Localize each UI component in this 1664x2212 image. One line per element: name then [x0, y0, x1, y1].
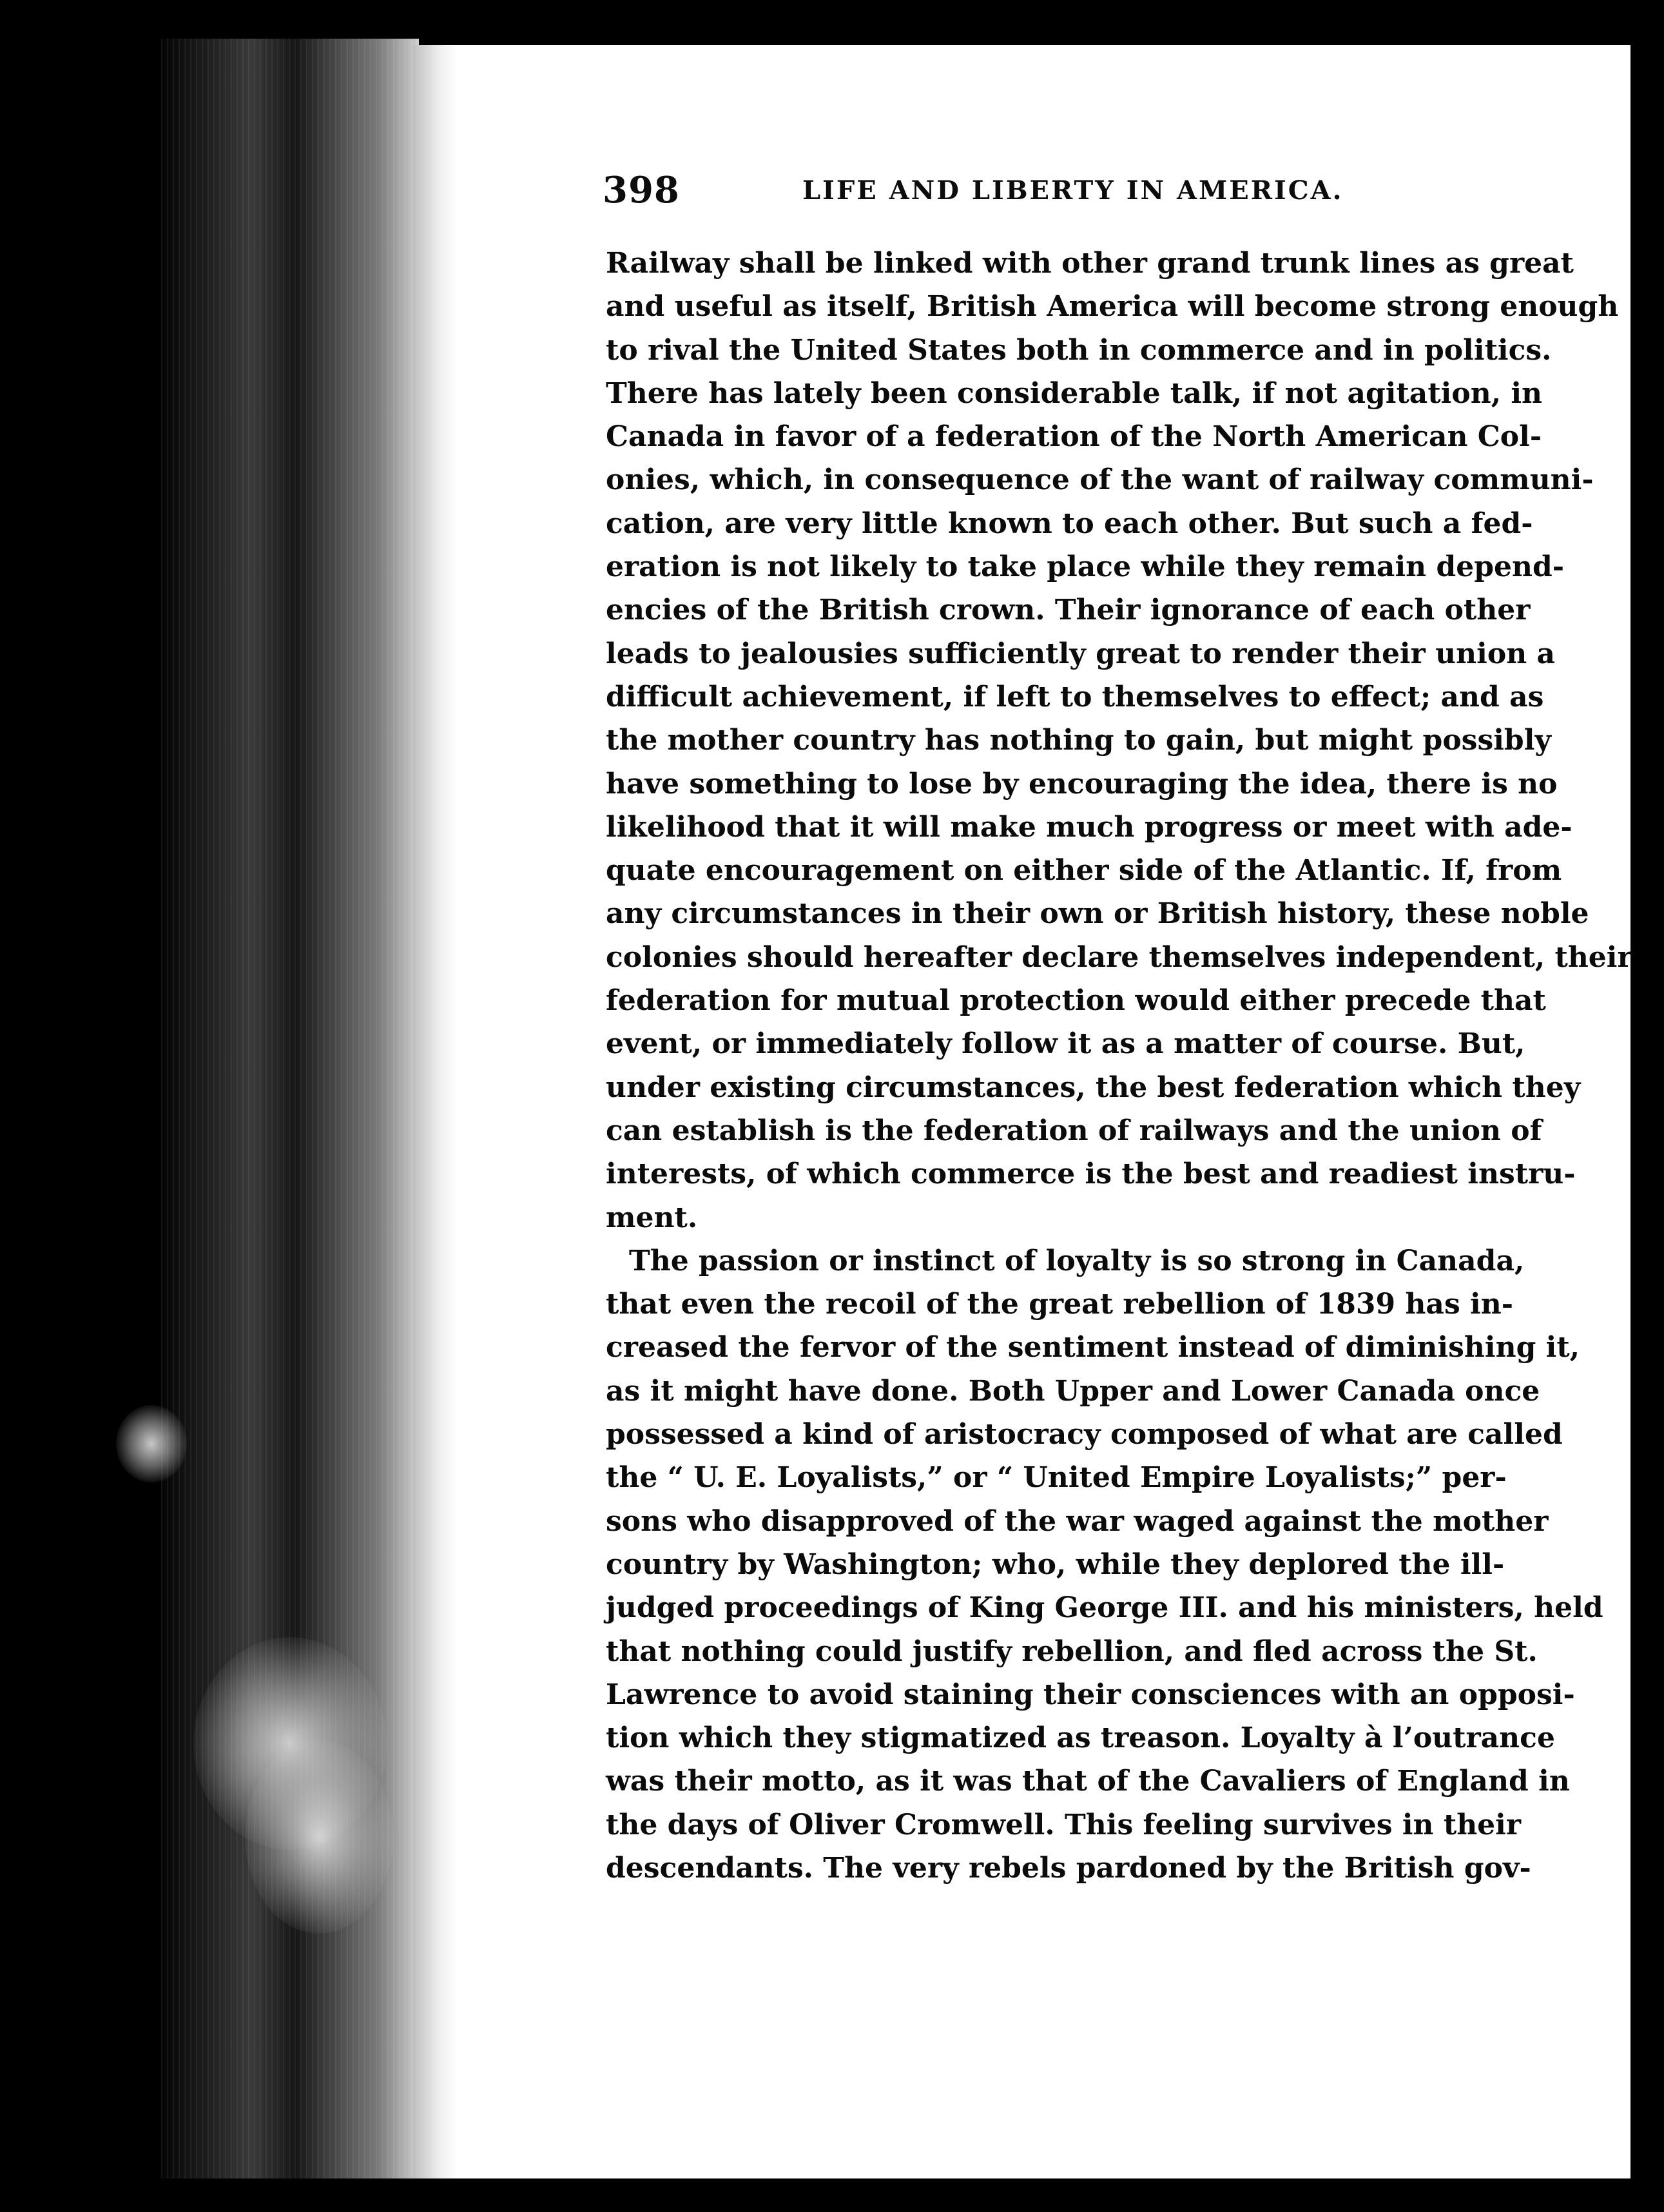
scan-stain [245, 1740, 393, 1934]
paragraph [606, 242, 1632, 1239]
text-line: under existing circumstances, the best federation which they [606, 1071, 1581, 1104]
page-header [603, 169, 1382, 227]
text-line: Lawrence to avoid staining their consciences with an opposi- [606, 1678, 1575, 1711]
text-line: to rival the United States both in commerce and in politics. [606, 333, 1552, 367]
text-line: onies, which, in consequence of the want of railway communi- [606, 463, 1594, 497]
text-line: descendants. The very rebels pardoned by the British gov- [606, 1851, 1531, 1885]
text-line: and useful as itself, British America will become strong enough [606, 290, 1619, 324]
text-line: the “ U. E. Loyalists,” or “ United Empire Loyalists;” per- [606, 1461, 1507, 1495]
text-line: possessed a kind of aristocracy composed of what are called [606, 1418, 1563, 1451]
text-line: There has lately been considerable talk, if not agitation, in [606, 376, 1543, 410]
text-line: tion which they stigmatized as treason. Loyalty à l’outrance [606, 1722, 1555, 1755]
text-line: ment. [606, 1201, 698, 1234]
text-line: encies of the British crown. Their ignorance of each other [606, 594, 1531, 627]
text-line: quate encouragement on either side of the Atlantic. If, from [606, 854, 1562, 888]
text-line: colonies should hereafter declare themselves independent, their [606, 940, 1632, 974]
scan-stain [116, 1405, 187, 1482]
text-line: leads to jealousies sufficiently great to render their union a [606, 637, 1556, 670]
text-line: sons who disapproved of the war waged against the mother [606, 1504, 1549, 1538]
text-line: that nothing could justify rebellion, and fled across the St. [606, 1635, 1538, 1668]
text-line: the days of Oliver Cromwell. This feeling survives in their [606, 1808, 1522, 1841]
text-line: Canada in favor of a federation of the North American Col- [606, 420, 1542, 454]
text-line: Railway shall be linked with other grand trunk lines as great [606, 247, 1574, 280]
text-line: cation, are very little known to each other. But such a fed- [606, 507, 1533, 540]
text-line: any circumstances in their own or British history, these noble [606, 897, 1589, 931]
page-number: 398 [603, 169, 680, 211]
text-line: interests, of which commerce is the best and readiest instru- [606, 1158, 1576, 1191]
text-line: was their motto, as it was that of the Cavaliers of England in [606, 1765, 1570, 1798]
text-line: event, or immediately follow it as a matter of course. But, [606, 1027, 1525, 1061]
text-line: difficult achievement, if left to themselves to effect; and as [606, 680, 1544, 713]
body-text [606, 242, 1632, 1890]
page-gutter [412, 45, 458, 2178]
text-line: country by Washington; who, while they deplored the ill- [606, 1547, 1505, 1581]
text-line: as it might have done. Both Upper and Lower Canada once [606, 1374, 1540, 1408]
text-line: likelihood that it will make much progress or meet with ade- [606, 810, 1572, 844]
text-line: federation for mutual protection would either precede that [606, 984, 1546, 1018]
text-line: creased the fervor of the sentiment instead of diminishing it, [606, 1331, 1580, 1364]
running-title: LIFE AND LIBERTY IN AMERICA. [802, 175, 1344, 206]
text-line: can establish is the federation of railways and the union of [606, 1114, 1542, 1147]
text-line: judged proceedings of King George III. and his ministers, held [606, 1591, 1603, 1625]
text-line: the mother country has nothing to gain, but might possibly [606, 724, 1551, 757]
text-line: that even the recoil of the great rebellion of 1839 has in- [606, 1288, 1513, 1321]
text-line: eration is not likely to take place while they remain depend- [606, 550, 1564, 584]
paragraph [606, 1239, 1603, 1890]
text-line: The passion or instinct of loyalty is so strong in Canada, [629, 1244, 1525, 1277]
text-line: have something to lose by encouraging the idea, there is no [606, 767, 1558, 800]
